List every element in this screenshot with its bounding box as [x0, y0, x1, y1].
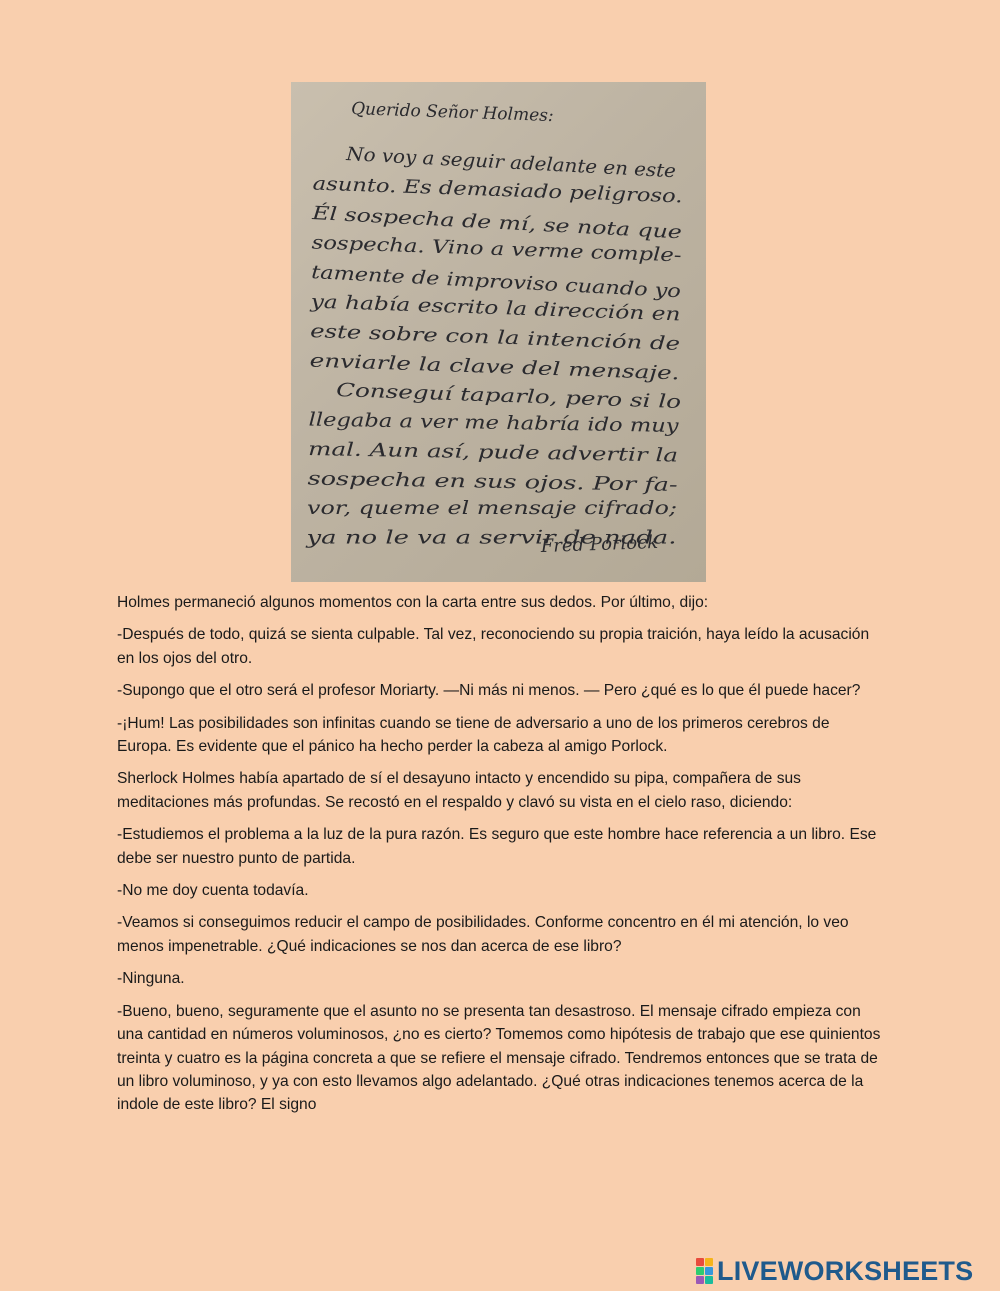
story-text	[117, 591, 887, 1126]
letter-line: Él sospecha de mí, se nota que	[311, 203, 603, 240]
letter-line: vor, queme el mensaje cifrado;	[307, 498, 677, 519]
letter-line: ya había escrito la dirección en	[310, 291, 605, 323]
paragraph: Holmes permaneció algunos momentos con la carta entre sus dedos. Por último, dijo:	[117, 594, 709, 611]
letter-line: No voy a seguir adelante en este	[345, 144, 654, 182]
paragraph: -Supongo que el otro será el profesor Moriarty. —Ni más ni menos. — Pero ¿qué es lo que él puede hacer?	[117, 682, 861, 700]
letter-line: ya no le va a servir de nada.	[305, 527, 677, 549]
logo-cube-cell	[705, 1258, 713, 1266]
letter-line: Conseguí taparlo, pero si lo	[335, 380, 596, 411]
letter-line: asunto. Es demasiado peligroso.	[312, 173, 616, 206]
logo-cube-cell	[696, 1267, 704, 1275]
letter-signature: Fred Porlock	[540, 531, 659, 557]
paragraph: Sherlock Holmes había apartado de sí el desayuno intacto y encendido su pipa, compañera de sus meditaciones más profundas. Se recostó en el respaldo y clavó su vista en el cielo raso, diciendo:	[117, 770, 801, 811]
letter-line: enviarle la clave del mensaje.	[309, 350, 588, 382]
paragraph: -Veamos si conseguimos reducir el campo de posibilidades. Conforme concentro en él mi atención, lo veo menos impenetrable. ¿Qué indicaciones se nos dan acerca de ese libro?	[117, 914, 849, 955]
letter-greeting: Querido Señor Holmes:	[350, 99, 554, 127]
handwritten-letter-photo	[291, 82, 706, 582]
paragraph: -No me doy cuenta todavía.	[117, 882, 309, 900]
liveworksheets-logo	[696, 1256, 973, 1286]
letter-line: este sobre con la intención de	[309, 321, 592, 352]
paragraph: -Estudiemos el problema a la luz de la pura razón. Es seguro que este hombre hace referencia a un libro. Ese debe ser nuestro punto de partida.	[117, 826, 877, 867]
letter-lines	[305, 144, 683, 549]
letter-line: llegaba a ver me habría ido muy	[308, 409, 612, 436]
letter-line: sospecha. Vino a verme comple-	[311, 232, 614, 265]
letter-line: tamente de improviso cuando yo	[310, 262, 618, 299]
letter-svg	[291, 82, 706, 582]
logo-cube-cell	[696, 1258, 704, 1266]
paragraph: -Bueno, bueno, seguramente que el asunto no se presenta tan desastroso. El mensaje cifrado empieza con una cantidad en números voluminosos, ¿no es cierto? Tomemos como hipótesis de trabajo que ese quinientos treinta y cuatro es la página concreta a que se refiere el mensaje cifrado. Tendremos entonces que se trata de un libro voluminoso, y ya con esto llevamos algo adelantado. ¿Qué otras indicaciones tenemos acerca de la indole de este libro? El signo	[117, 1002, 881, 1114]
logo-cube-cell	[705, 1267, 713, 1275]
paragraph: -¡Hum! Las posibilidades son infinitas cuando se tiene de adversario a uno de los primeros cerebros de Europa. Es evidente que el pánico ha hecho perder la cabeza al amigo Porlock.	[117, 714, 830, 756]
paragraph: -Después de todo, quizá se sienta culpable. Tal vez, reconociendo su propia traición, haya leído la acusación en los ojos del otro.	[117, 626, 870, 667]
letter-line: mal. Aun así, pude advertir la	[307, 439, 587, 465]
paragraph: -Ninguna.	[117, 970, 185, 988]
letter-line: sospecha en sus ojos. Por fa-	[307, 468, 577, 495]
logo-cube-cell	[705, 1276, 713, 1284]
logo-text: LIVEWORKSHEETS	[717, 1255, 974, 1286]
logo-cube-cell	[696, 1276, 704, 1284]
logo-cube-icon	[696, 1258, 713, 1284]
